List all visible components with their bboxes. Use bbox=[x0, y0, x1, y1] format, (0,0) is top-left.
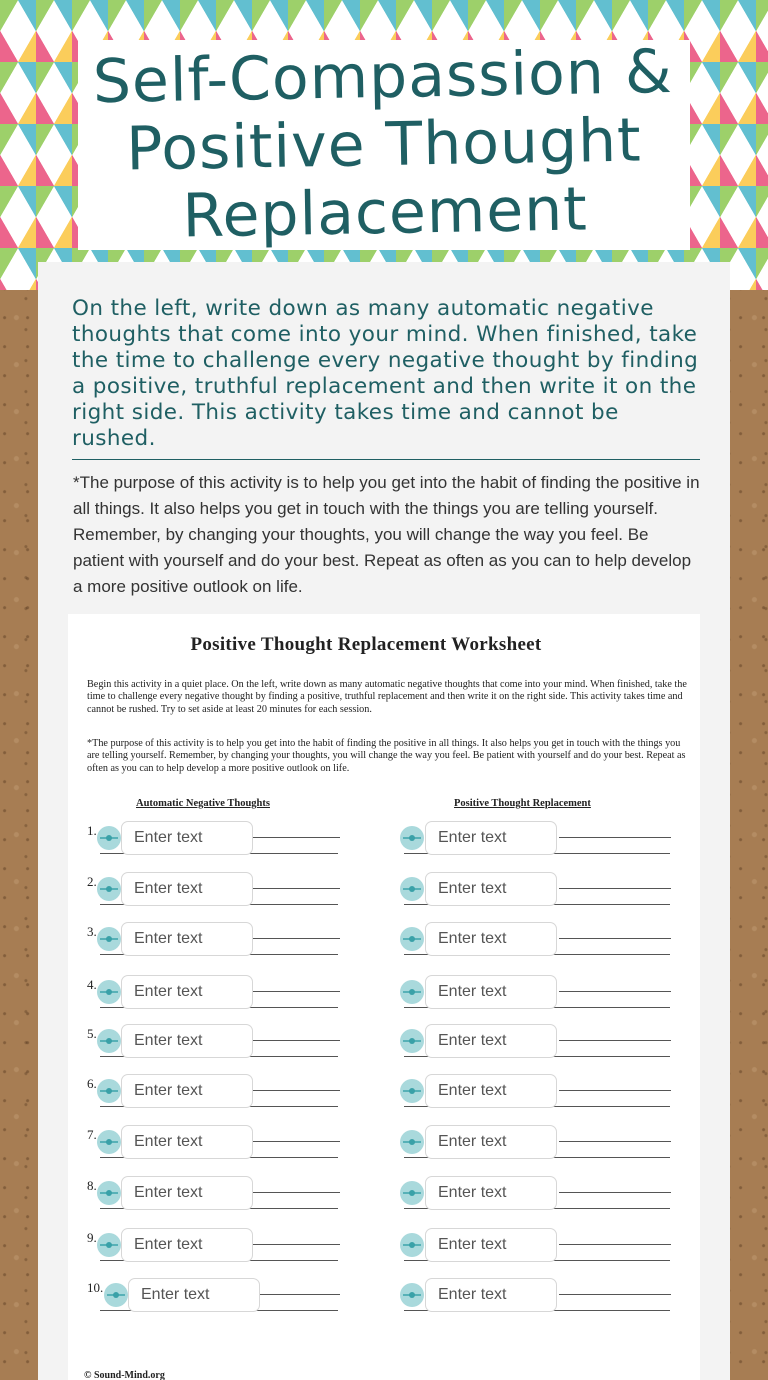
worksheet-row bbox=[68, 1276, 700, 1326]
drag-handle-icon[interactable] bbox=[400, 877, 424, 901]
row-number: 7. bbox=[87, 1127, 97, 1142]
row-number: 10. bbox=[87, 1280, 104, 1295]
row-number: 1. bbox=[87, 823, 97, 838]
copyright-footer: © Sound-Mind.org bbox=[84, 1370, 165, 1380]
page-title bbox=[92, 38, 675, 252]
answer-line bbox=[559, 1040, 671, 1041]
drag-handle-icon[interactable] bbox=[97, 826, 121, 850]
answer-line bbox=[252, 837, 340, 838]
negative-thought-input[interactable]: Enter text bbox=[121, 821, 253, 855]
answer-line bbox=[559, 837, 671, 838]
worksheet-row bbox=[68, 1123, 700, 1173]
answer-line bbox=[252, 1141, 340, 1142]
answer-line bbox=[252, 1040, 340, 1041]
negative-thought-input[interactable]: Enter text bbox=[128, 1278, 260, 1312]
drag-handle-icon[interactable] bbox=[400, 1233, 424, 1257]
worksheet-row bbox=[68, 920, 700, 970]
right-column-header: Positive Thought Replacement bbox=[454, 798, 591, 809]
row-number: 6. bbox=[87, 1076, 97, 1091]
worksheet-title: Positive Thought Replacement Worksheet bbox=[190, 634, 542, 655]
positive-replacement-input[interactable]: Enter text bbox=[425, 1125, 557, 1159]
negative-thought-input[interactable]: Enter text bbox=[121, 872, 253, 906]
row-number: 9. bbox=[87, 1230, 97, 1245]
drag-handle-icon[interactable] bbox=[97, 1079, 121, 1103]
worksheet-image bbox=[68, 614, 700, 1380]
row-number: 5. bbox=[87, 1026, 97, 1041]
positive-replacement-input[interactable]: Enter text bbox=[425, 975, 557, 1009]
negative-thought-input[interactable]: Enter text bbox=[121, 1125, 253, 1159]
positive-replacement-input[interactable]: Enter text bbox=[425, 821, 557, 855]
negative-thought-input[interactable]: Enter text bbox=[121, 1024, 253, 1058]
worksheet-row bbox=[68, 870, 700, 920]
negative-thought-input[interactable]: Enter text bbox=[121, 1228, 253, 1262]
positive-replacement-input[interactable]: Enter text bbox=[425, 922, 557, 956]
purpose-text: *The purpose of this activity is to help you get into the habit of finding the positive in all things. It also helps you get in touch with the things you are telling yourself. Remember, by changing your thoughts, you will change the way you feel. Be patient with yourself and do your best. Repeat as often as you can to help develop a more positive outlook on life. bbox=[73, 473, 700, 596]
positive-replacement-input[interactable]: Enter text bbox=[425, 872, 557, 906]
drag-handle-icon[interactable] bbox=[97, 927, 121, 951]
answer-line bbox=[559, 938, 671, 939]
answer-line bbox=[252, 1294, 340, 1295]
answer-line bbox=[559, 1090, 671, 1091]
answer-line bbox=[559, 1141, 671, 1142]
answer-line bbox=[252, 1090, 340, 1091]
positive-replacement-input[interactable]: Enter text bbox=[425, 1228, 557, 1262]
drag-handle-icon[interactable] bbox=[104, 1283, 128, 1307]
drag-handle-icon[interactable] bbox=[400, 1283, 424, 1307]
title-box bbox=[78, 36, 690, 252]
drag-handle-icon[interactable] bbox=[400, 1079, 424, 1103]
worksheet-row bbox=[68, 1072, 700, 1122]
drag-handle-icon[interactable] bbox=[97, 1130, 121, 1154]
negative-thought-input[interactable]: Enter text bbox=[121, 975, 253, 1009]
answer-line bbox=[252, 938, 340, 939]
worksheet-purpose: *The purpose of this activity is to help you get into the habit of finding the positive in all things. It also helps you get in touch with the things you are telling yourself. Remember, by changing your thoughts, you will change the way you feel. Be patient with yourself and do your best. Repeat as often as you can to help develop a more positive outlook on life. bbox=[87, 738, 686, 774]
positive-replacement-input[interactable]: Enter text bbox=[425, 1024, 557, 1058]
title-line-1: Self-Compassion & bbox=[92, 36, 674, 118]
positive-replacement-input[interactable]: Enter text bbox=[425, 1176, 557, 1210]
drag-handle-icon[interactable] bbox=[97, 1181, 121, 1205]
intro-text: On the left, write down as many automatic negative thoughts that come into your mind. When finished, take the time to challenge every negative thought by finding a positive, truthful replacement and then write it on the right side. This activity takes time and cannot be rushed. bbox=[72, 296, 699, 451]
row-number: 4. bbox=[87, 977, 97, 992]
worksheet-row bbox=[68, 1022, 700, 1072]
negative-thought-input[interactable]: Enter text bbox=[121, 1176, 253, 1210]
answer-line bbox=[252, 991, 340, 992]
worksheet-row bbox=[68, 1226, 700, 1276]
left-column-header: Automatic Negative Thoughts bbox=[136, 798, 270, 809]
answer-line bbox=[252, 1192, 340, 1193]
answer-line bbox=[559, 1192, 671, 1193]
row-number: 2. bbox=[87, 874, 97, 889]
drag-handle-icon[interactable] bbox=[97, 877, 121, 901]
worksheet-row bbox=[68, 1174, 700, 1224]
row-number: 3. bbox=[87, 924, 97, 939]
negative-thought-input[interactable]: Enter text bbox=[121, 1074, 253, 1108]
title-line-2: Positive Thought bbox=[125, 105, 643, 185]
answer-line bbox=[559, 1244, 671, 1245]
intro-divider bbox=[72, 459, 700, 460]
negative-thought-input[interactable]: Enter text bbox=[121, 922, 253, 956]
drag-handle-icon[interactable] bbox=[400, 927, 424, 951]
worksheet-row bbox=[68, 973, 700, 1023]
row-number: 8. bbox=[87, 1178, 97, 1193]
answer-line bbox=[559, 991, 671, 992]
worksheet-instructions: Begin this activity in a quiet place. On the left, write down as many automatic negative thoughts that come into your mind. When finished, take the time to challenge every negative thought by finding a positive, truthful replacement and then write it on the right side. This activity takes time and cannot be rushed. Try to set aside at least 20 minutes for each session. bbox=[87, 679, 687, 715]
drag-handle-icon[interactable] bbox=[400, 826, 424, 850]
drag-handle-icon[interactable] bbox=[400, 1029, 424, 1053]
answer-line bbox=[559, 888, 671, 889]
positive-replacement-input[interactable]: Enter text bbox=[425, 1278, 557, 1312]
drag-handle-icon[interactable] bbox=[400, 980, 424, 1004]
drag-handle-icon[interactable] bbox=[97, 1029, 121, 1053]
drag-handle-icon[interactable] bbox=[97, 1233, 121, 1257]
drag-handle-icon[interactable] bbox=[400, 1130, 424, 1154]
answer-line bbox=[559, 1294, 671, 1295]
answer-line bbox=[252, 1244, 340, 1245]
title-line-3: Replacement bbox=[181, 174, 589, 252]
answer-line bbox=[252, 888, 340, 889]
drag-handle-icon[interactable] bbox=[97, 980, 121, 1004]
positive-replacement-input[interactable]: Enter text bbox=[425, 1074, 557, 1108]
drag-handle-icon[interactable] bbox=[400, 1181, 424, 1205]
worksheet-row bbox=[68, 819, 700, 869]
